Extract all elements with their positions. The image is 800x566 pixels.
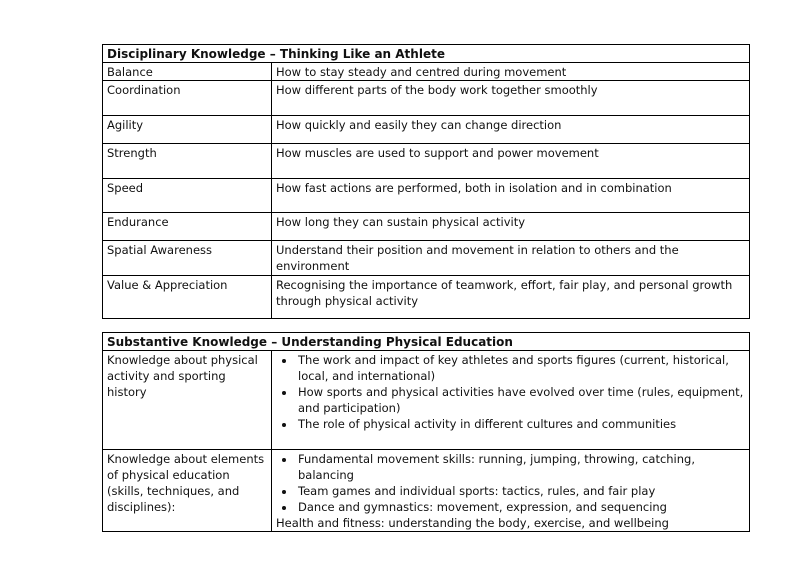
table-row <box>103 276 750 319</box>
table-row <box>103 81 750 116</box>
description-cell: How muscles are used to support and power movement <box>272 144 750 179</box>
description-cell <box>272 351 750 450</box>
description-cell: How different parts of the body work together smoothly <box>272 81 750 116</box>
table-row <box>103 116 750 144</box>
plain-text-line: Health and fitness: understanding the body, exercise, and wellbeing <box>276 516 669 530</box>
term-cell: Knowledge about elements of physical education (skills, techniques, and disciplines): <box>103 450 272 532</box>
description-cell <box>272 450 750 532</box>
disciplinary-title: Disciplinary Knowledge – Thinking Like an Athlete <box>103 45 750 63</box>
term-cell: Knowledge about physical activity and sporting history <box>103 351 272 450</box>
description-cell: Understand their position and movement in relation to others and the environment <box>272 241 750 276</box>
term-cell: Value & Appreciation <box>103 276 272 319</box>
bullet-list <box>276 352 745 432</box>
table-row <box>103 144 750 179</box>
term-cell: Endurance <box>103 213 272 241</box>
list-item: • How sports and physical activities have evolved over time (rules, equipment, and participation) <box>296 384 745 416</box>
description-cell: Recognising the importance of teamwork, effort, fair play, and personal growth through physical activity <box>272 276 750 319</box>
list-item: • Team games and individual sports: tactics, rules, and fair play <box>296 483 745 499</box>
substantive-knowledge-table <box>102 332 750 532</box>
list-item: • Dance and gymnastics: movement, expression, and sequencing <box>296 499 745 515</box>
term-cell: Strength <box>103 144 272 179</box>
term-cell: Coordination <box>103 81 272 116</box>
substantive-title: Substantive Knowledge – Understanding Physical Education <box>103 333 750 351</box>
description-cell: How long they can sustain physical activity <box>272 213 750 241</box>
term-cell: Speed <box>103 179 272 213</box>
table-row <box>103 450 750 532</box>
term-cell: Agility <box>103 116 272 144</box>
table-row <box>103 241 750 276</box>
disciplinary-knowledge-table <box>102 44 750 319</box>
bullet-list <box>276 451 745 515</box>
table-row <box>103 213 750 241</box>
table-row <box>103 63 750 81</box>
term-cell: Spatial Awareness <box>103 241 272 276</box>
term-cell: Balance <box>103 63 272 81</box>
description-cell: How to stay steady and centred during movement <box>272 63 750 81</box>
description-cell: How quickly and easily they can change direction <box>272 116 750 144</box>
list-item: • Fundamental movement skills: running, jumping, throwing, catching, balancing <box>296 451 745 483</box>
description-cell: How fast actions are performed, both in isolation and in combination <box>272 179 750 213</box>
table-row <box>103 351 750 450</box>
table-header-row <box>103 45 750 63</box>
table-row <box>103 179 750 213</box>
table-header-row <box>103 333 750 351</box>
list-item: • The role of physical activity in different cultures and communities <box>296 416 745 432</box>
list-item: • The work and impact of key athletes and sports figures (current, historical, local, and international) <box>296 352 745 384</box>
